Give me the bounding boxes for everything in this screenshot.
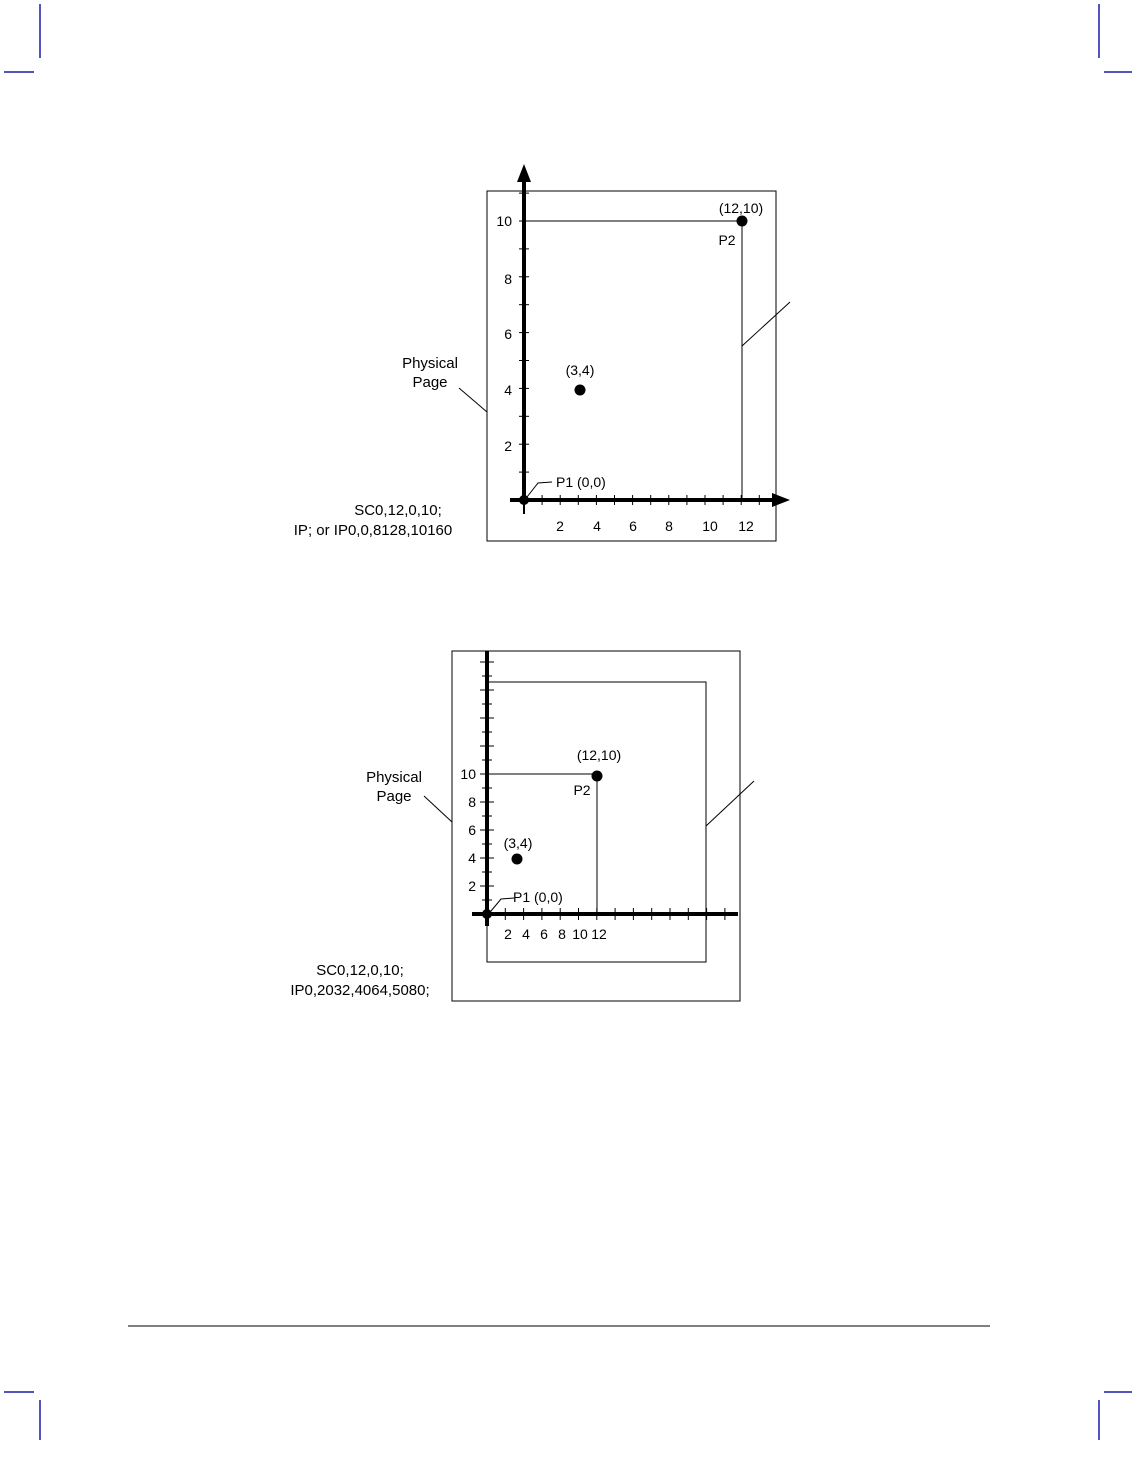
y-tick-label: 2 <box>468 878 476 894</box>
point-p2 <box>592 771 603 782</box>
command-text-line2: IP; or IP0,0,8128,10160 <box>293 522 453 539</box>
y-tick-label: 4 <box>504 382 512 398</box>
plot-area-leader <box>742 302 790 346</box>
p2-name-label: P2 <box>718 232 736 248</box>
x-tick-label: 12 <box>738 518 754 534</box>
physical-page-label-line1: Physical <box>402 355 458 372</box>
plot-area-leader <box>706 781 754 826</box>
p1-label: P1 (0,0) <box>556 474 606 490</box>
x-axis-arrow <box>772 493 790 507</box>
y-tick-label: 10 <box>460 766 476 782</box>
physical-page-label-line1: Physical <box>366 769 422 786</box>
y-tick-label: 6 <box>504 326 512 342</box>
point-3-4 <box>575 385 586 396</box>
x-tick-label: 6 <box>540 926 548 942</box>
physical-page-label-line2: Page <box>376 788 412 805</box>
point-3-4-label: (3,4) <box>565 362 595 378</box>
x-tick-label: 2 <box>556 518 564 534</box>
x-tick-label: 8 <box>558 926 566 942</box>
point-p2 <box>737 216 748 227</box>
p1-leader <box>491 898 514 911</box>
x-tick-label: 12 <box>591 926 607 942</box>
y-tick-label: 10 <box>496 213 512 229</box>
p2-coords-label: (12,10) <box>718 200 764 216</box>
p1-label: P1 (0,0) <box>513 889 563 905</box>
y-tick-label: 8 <box>468 794 476 810</box>
diagram-bottom <box>290 651 754 1001</box>
point-p1-origin <box>482 909 492 919</box>
diagram-top <box>294 164 790 541</box>
y-tick-label: 6 <box>468 822 476 838</box>
physical-page-label-line2: Page <box>412 374 448 391</box>
p2-coords-label: (12,10) <box>576 747 622 763</box>
x-tick-label: 10 <box>702 518 718 534</box>
point-p1-origin <box>519 495 529 505</box>
command-text-line1: SC0,12,0,10; <box>354 502 442 519</box>
x-tick-label: 2 <box>504 926 512 942</box>
p2-name-label: P2 <box>573 782 591 798</box>
command-text-line1: SC0,12,0,10; <box>316 962 404 979</box>
x-tick-label: 6 <box>629 518 637 534</box>
y-tick-label: 4 <box>468 850 476 866</box>
p1-leader <box>527 482 552 497</box>
y-tick-label: 2 <box>504 438 512 454</box>
y-axis-arrow <box>517 164 531 182</box>
x-tick-label: 4 <box>593 518 601 534</box>
point-3-4 <box>512 854 523 865</box>
x-tick-label: 8 <box>665 518 673 534</box>
point-3-4-label: (3,4) <box>503 835 533 851</box>
x-tick-label: 4 <box>522 926 530 942</box>
command-text-line2: IP0,2032,4064,5080; <box>290 982 430 999</box>
y-tick-label: 8 <box>504 271 512 287</box>
physical-page-leader <box>424 796 452 822</box>
x-tick-label: 10 <box>572 926 588 942</box>
physical-page-leader <box>459 388 487 412</box>
crop-marks <box>4 4 1132 1440</box>
physical-page-outline <box>452 651 740 1001</box>
